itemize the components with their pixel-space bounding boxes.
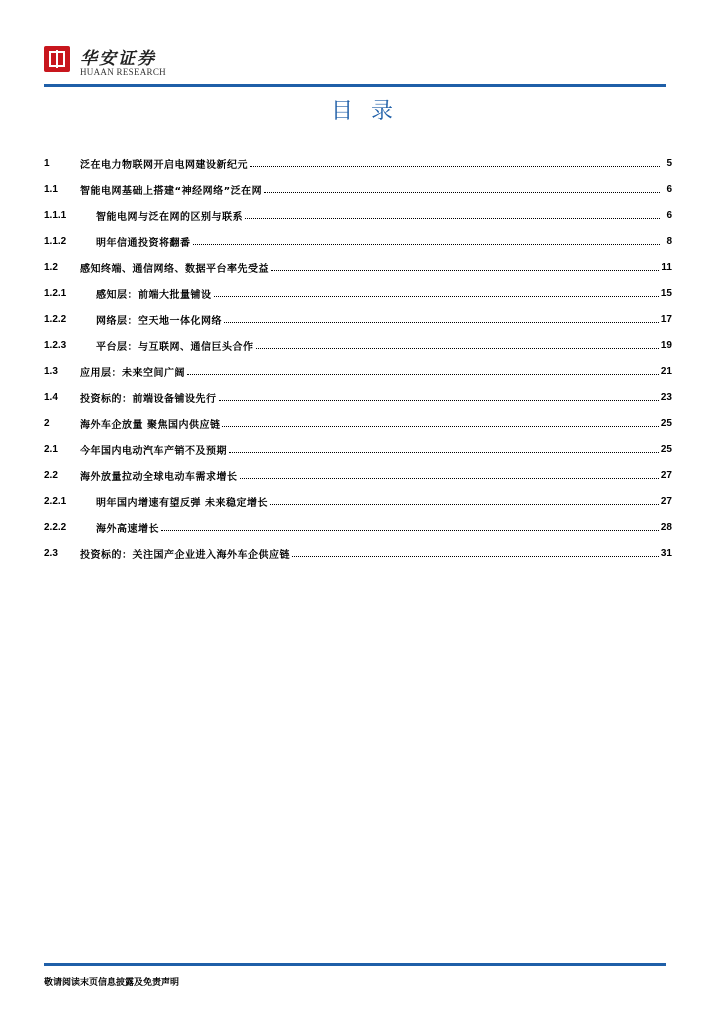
toc-entry-page: 6 — [666, 183, 672, 195]
toc-entry-number: 1.1.1 — [44, 209, 67, 221]
toc-dot-leader — [245, 218, 660, 219]
toc-entry-title: 智能电网与泛在网的区别与联系 — [96, 211, 243, 223]
toc-entry-page: 19 — [660, 339, 672, 351]
toc-entry-number: 1.2 — [44, 261, 58, 273]
toc-entry-number: 1.2.2 — [44, 313, 67, 325]
toc-entry[interactable] — [44, 358, 672, 384]
toc-entry-page: 8 — [666, 235, 672, 247]
toc-entry[interactable] — [44, 332, 672, 358]
logo-chinese-name: 华安证券 — [80, 49, 156, 69]
toc-dot-leader — [214, 296, 659, 297]
toc-entry-number: 1 — [44, 157, 50, 169]
toc-entry-page: 23 — [660, 391, 672, 403]
toc-dot-leader — [193, 244, 661, 245]
toc-dot-leader — [161, 530, 659, 531]
toc-entry-page: 31 — [660, 547, 672, 559]
toc-entry-page: 25 — [660, 443, 672, 455]
page-title: 目录 — [330, 99, 411, 124]
toc-entry[interactable] — [44, 280, 672, 306]
toc-dot-leader — [229, 452, 659, 453]
disclaimer-note: 敬请阅读末页信息披露及免责声明 — [44, 978, 180, 988]
toc-dot-leader — [270, 504, 659, 505]
toc-dot-leader — [224, 322, 659, 323]
toc-entry-title: 明年信通投资将翻番 — [96, 237, 191, 249]
toc-entry[interactable] — [44, 254, 672, 280]
toc-entry-title: 应用层：未来空间广阔 — [80, 367, 185, 379]
toc-entry-title: 感知层：前端大批量铺设 — [96, 289, 212, 301]
toc-entry-title: 投资标的：关注国产企业进入海外车企供应链 — [80, 549, 290, 561]
toc-entry[interactable] — [44, 228, 672, 254]
toc-entry-page: 11 — [661, 261, 672, 273]
toc-entry-page: 17 — [660, 313, 672, 325]
toc-entry[interactable] — [44, 176, 672, 202]
toc-dot-leader — [250, 166, 660, 167]
toc-entry-page: 27 — [660, 495, 672, 507]
huaan-logo-icon — [44, 46, 70, 72]
toc-entry-page: 15 — [660, 287, 672, 299]
toc-entry-page: 6 — [666, 209, 672, 221]
toc-entry-title: 网络层：空天地一体化网络 — [96, 315, 222, 327]
toc-entry-page: 21 — [660, 365, 672, 377]
toc-entry-title: 海外高速增长 — [96, 523, 159, 535]
toc-entry-page: 27 — [660, 469, 672, 481]
toc-dot-leader — [240, 478, 659, 479]
toc-dot-leader — [271, 270, 659, 271]
toc-entry[interactable] — [44, 462, 672, 488]
toc-entry-page: 28 — [660, 521, 672, 533]
toc-entry-number: 1.3 — [44, 365, 58, 377]
toc-entry-number: 1.2.1 — [44, 287, 67, 299]
toc-entry-number: 1.4 — [44, 391, 58, 403]
toc-dot-leader — [256, 348, 659, 349]
toc-entry-number: 2.3 — [44, 547, 58, 559]
logo-english-name: HUAAN RESEARCH — [80, 67, 166, 77]
toc-dot-leader — [219, 400, 659, 401]
toc-entry-title: 投资标的：前端设备铺设先行 — [80, 393, 217, 405]
toc-entry-page: 5 — [666, 157, 672, 169]
toc-entry[interactable] — [44, 488, 672, 514]
toc-entry[interactable] — [44, 202, 672, 228]
toc-dot-leader — [264, 192, 660, 193]
toc-entry-title: 泛在电力物联网开启电网建设新纪元 — [80, 159, 248, 171]
toc-entry-title: 平台层：与互联网、通信巨头合作 — [96, 341, 254, 353]
page-header — [44, 42, 684, 86]
toc-entry-number: 2.2.1 — [44, 495, 67, 507]
toc-entry[interactable] — [44, 514, 672, 540]
toc-entry-number: 1.1 — [44, 183, 58, 195]
header-divider — [44, 84, 666, 87]
toc-entry-number: 2.2.2 — [44, 521, 67, 533]
toc-entry-title: 感知终端、通信网络、数据平台率先受益 — [80, 263, 269, 275]
toc-dot-leader — [222, 426, 658, 427]
toc-entry-number: 2.1 — [44, 443, 58, 455]
footer-divider — [44, 963, 666, 966]
toc-entry-number: 2.2 — [44, 469, 58, 481]
toc-entry-page: 25 — [660, 417, 672, 429]
toc-entry-title: 智能电网基础上搭建“神经网络”泛在网 — [80, 185, 263, 197]
toc-entry-title: 今年国内电动汽车产销不及预期 — [80, 445, 227, 457]
toc-entry-number: 1.2.3 — [44, 339, 67, 351]
toc-dot-leader — [292, 556, 659, 557]
toc-dot-leader — [187, 374, 659, 375]
toc-entry[interactable] — [44, 306, 672, 332]
toc-entry[interactable] — [44, 436, 672, 462]
toc-entry-number: 2 — [44, 417, 50, 429]
toc-entry[interactable] — [44, 150, 672, 176]
toc-entry-title: 明年国内增速有望反弹 未来稳定增长 — [96, 497, 268, 509]
table-of-contents — [44, 150, 672, 566]
toc-entry-title: 海外车企放量 聚焦国内供应链 — [80, 419, 221, 431]
toc-entry[interactable] — [44, 384, 672, 410]
toc-entry[interactable] — [44, 410, 672, 436]
toc-entry-title: 海外放量拉动全球电动车需求增长 — [80, 471, 238, 483]
toc-entry-number: 1.1.2 — [44, 235, 67, 247]
toc-entry[interactable] — [44, 540, 672, 566]
